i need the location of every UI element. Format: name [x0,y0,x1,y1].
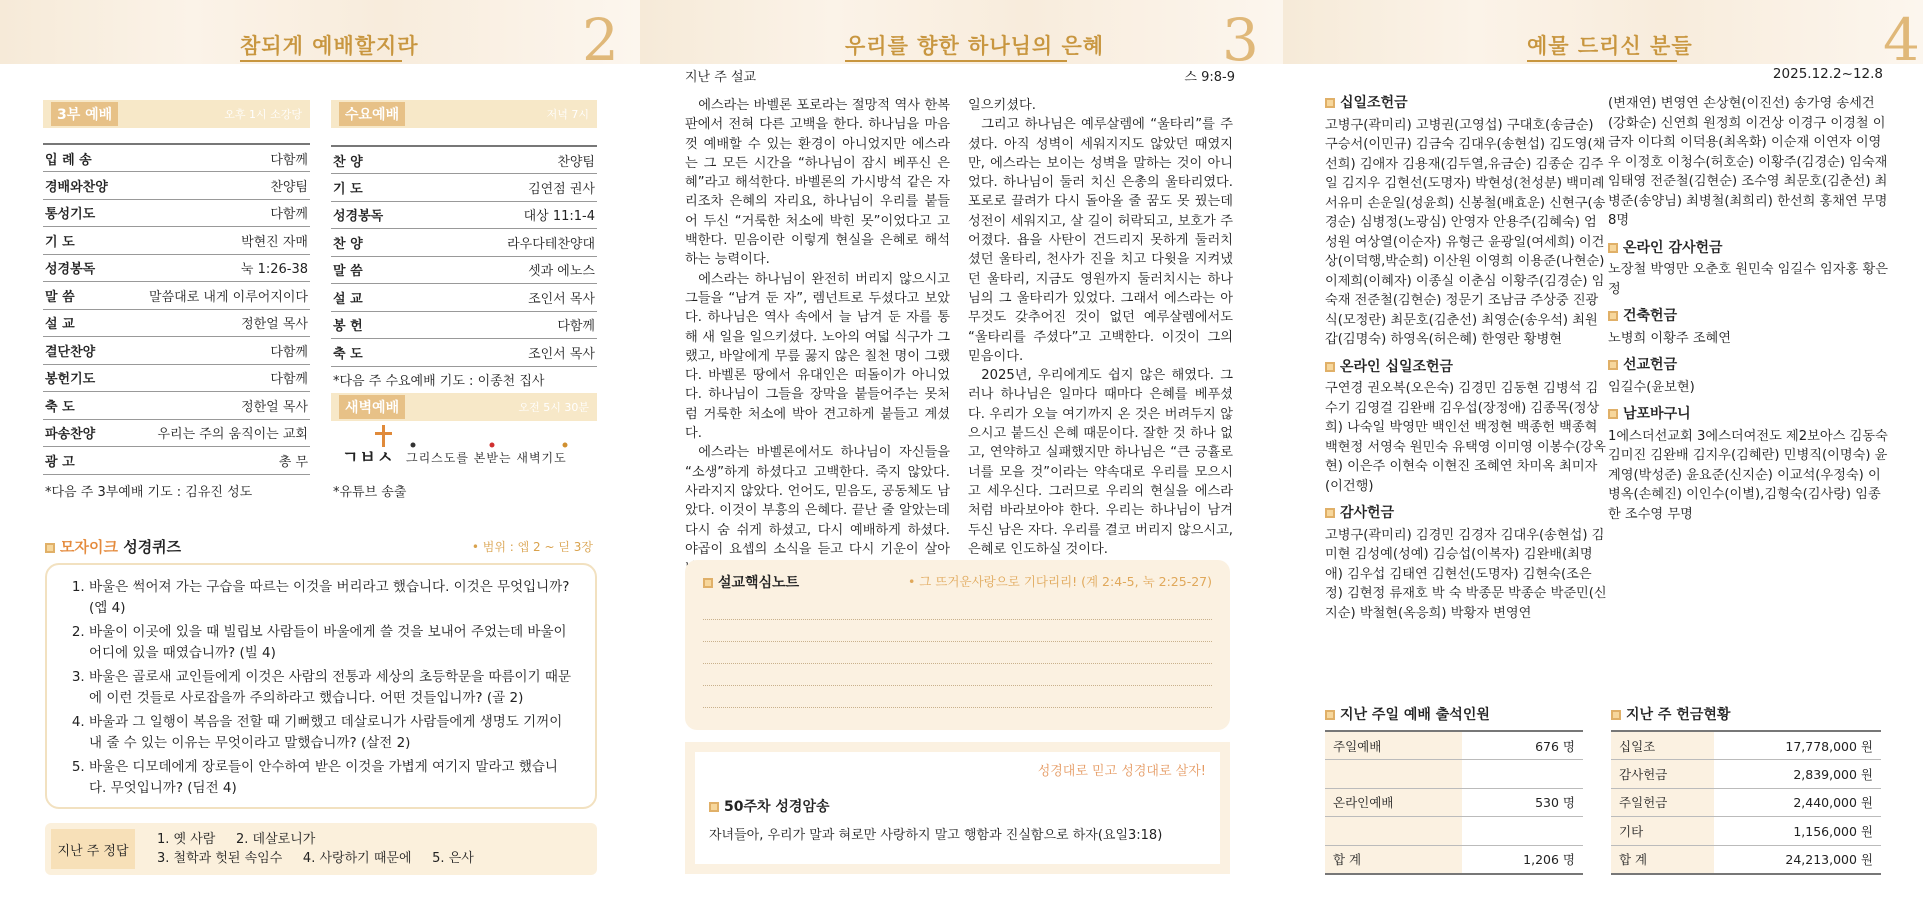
order-item: 기 도 [43,227,121,255]
quiz-list [67,577,575,799]
giving-section [1325,504,1607,623]
order-row [331,284,597,312]
giving-section [1325,358,1607,497]
order-value: 셋과 에노스 [430,256,597,284]
order-value: 다함께 [121,337,310,365]
service3-header [43,100,310,128]
memory-verse: 자녀들아, 우리가 말과 혀로만 사랑하지 말고 행함과 진실함으로 하자(요일3:18) [709,828,1163,843]
order-item: 결단찬양 [43,337,121,365]
order-value: 다함께 [121,199,310,227]
order-item: 기 도 [331,174,430,202]
sermon-paragraph: 에스라는 바벨론 포로라는 절망적 역사 한복판에서 전혀 다른 고백을 한다. 하나님을 마음껏 예배할 수 있는 환경이 아니었지만 에스라는 그 모든 시간을 “하나님이 잠시 베푸신 은혜”라고 해석한다. 바벨론의 가시방석 같은 자리조차 은혜의 자리요, 하나님이 우리를 붙들어 두신 “거룩한 처소에 박힌 못”이었다고 고백한다. 믿음이란 이렇게 현실을 은혜로 해석하는 능력이다. [685,98,950,268]
sermon-paragraph: 에스라는 하나님이 완전히 버리지 않으시고 그들을 “남겨 둔 자”, 렘넌트로 두셨다고 보았다. 하나님은 역사 속에서 늘 남겨 둔 자를 통해 새 일을 일으키셨다. 노아의 여덟 식구가 그랬고, 바알에게 무릎 꿇지 않은 칠천 명이 그랬다. 바벨론 땅에서 유대인은 떠돌이가 아니었다. 하나님이 그들을 장막을 붙들어주는 못처럼 거룩한 처소에 박아 견고하게 붙들고 계셨다. [685,271,950,442]
last-week-answers [45,823,597,875]
giving-section-title [1608,239,1888,259]
order-row [43,199,310,227]
quiz-title-text: 성경퀴즈 [123,538,182,556]
order-value: 우리는 주의 움직이는 교회 [121,419,310,447]
stat-value [1462,817,1583,846]
giving-section [1608,356,1888,397]
order-row [331,201,597,229]
order-value: 라우다테찬양대 [430,229,597,257]
sermon-note-title [703,572,799,592]
order-row [43,144,310,172]
wednesday-header [331,100,597,128]
order-item: 성경봉독 [331,201,430,229]
order-item: 설 교 [331,284,430,312]
quiz-question: 3. 바울은 골로새 교인들에게 이것은 사람의 전통과 세상의 초등학문을 따름이기 때문에 이런 것들로 사로잡을까 주의하라고 했습니다. 어떤 것들입니까? (골 2) [89,667,575,709]
order-value: 정한얼 목사 [121,309,310,337]
sermon-paragraph: 일으키셨다. [968,98,1036,113]
order-item: 축 도 [43,392,121,420]
stat-row [1611,760,1881,789]
order-value: 다함께 [121,144,310,172]
sermon-paragraph: 2025년, 우리에게도 쉽지 않은 해였다. 그러나 하나님은 일마다 때마다 은혜를 베푸셨다. 우리가 오늘 여기까지 온 것은 버려두지 않으시고 붙드신 은혜 때문이다. 잘한 것 하나 없고, 연약하고 실패했지만 하나님은 “큰 긍휼로 너를 모을 것”이라는 약속대로 우리를 모으시고 세우신다. 그러므로 우리의 현실을 에스라처럼 바라보아야 한다. 우리는 하나님이 남겨 두신 남은 자다. 우리를 결코 버리지 않으시고, 은혜로 인도하실 것이다. [968,368,1233,557]
order-value: 총 무 [121,447,310,475]
order-row [331,174,597,202]
stat-label [1325,760,1462,789]
giving-section [1325,94,1607,350]
order-item: 말 씀 [331,256,430,284]
square-bullet-icon [703,578,713,588]
square-bullet-icon [1608,243,1618,253]
page-4 [1283,0,1923,909]
quiz-header [45,536,593,557]
order-row [43,227,310,255]
sermon-column-1 [685,96,950,598]
square-bullet-icon [1325,362,1335,372]
memory-title [709,796,830,816]
order-value: 정한얼 목사 [121,392,310,420]
quiz-title [45,536,181,557]
attendance-title-text: 지난 주일 예배 출석인원 [1340,707,1490,723]
sermon-note-header [703,572,1212,592]
wednesday-title: 수요예배 [339,102,405,126]
quiz-brand: 모자이크 [60,538,118,556]
note-line[interactable] [703,598,1212,620]
giver-names: 1에스더선교회 3에스더여전도 제2보아스 김동숙 김미진 김완배 김지우(김혜란) 민병직(이명숙) 윤계영(박성준) 윤요준(신지순) 이교석(우정숙) 이병옥(손혜진) 이인수(이별),김형숙(김사랑) 임종한 조수영 무명 [1608,428,1888,522]
order-item: 광 고 [43,447,121,475]
giving-section [1608,405,1888,524]
sermon-note-ref: • 그 뜨거운사랑으로 기다리리! (계 2:4-5, 눅 2:25-27) [907,574,1212,589]
giving-section-title [1608,356,1888,376]
giving-section [1608,239,1888,300]
page-2-title: 참되게 예배할지라 [240,34,419,58]
square-bullet-icon [1608,311,1618,321]
order-item: 말 씀 [43,282,121,310]
order-item: 성경봉독 [43,254,121,282]
order-value: 박현진 자매 [121,227,310,255]
stat-row [1325,788,1583,817]
order-item: 경배와찬양 [43,172,121,200]
stat-label: 감사헌금 [1611,760,1714,789]
square-bullet-icon [709,802,719,812]
order-item: 찬 양 [331,146,430,174]
giving-section-title-text: 남포바구니 [1623,406,1691,422]
order-value: 김연점 권사 [430,174,597,202]
memory-title-text: 50주차 성경암송 [724,799,830,815]
dawn-prayer-logo [340,423,596,473]
square-bullet-icon [1325,710,1335,720]
order-row [331,339,597,367]
giving-section [1608,94,1888,231]
giving-section-title [1325,358,1607,378]
quiz-range: • 범위 : 엡 2 ~ 딛 3장 [471,540,593,554]
order-item: 입 례 송 [43,144,121,172]
order-value: 대상 11:1-4 [430,201,597,229]
dawn-note: *유튜브 송출 [333,485,407,500]
giver-names: 고병구(곽미리) 고병권(고영섭) 구대호(송금순) 구승서(이민규) 김금숙 김대우(송현섭) 김도영(채선희) 김애자 김용재(김두열,유금순) 김종순 김주일 김지우 김현선(도명자) 박현성(천성분) 백미례 서유미 손운일(성윤희) 신봉철(배효운) 신현구(송경순) 심병정(노광심) 안영자 안용주(김혜숙) 엄성원 여상열(이순자) 유형근 윤광일(여세희) 이건상(이덕행,박순희) 이산원 이영희 이용준(나현순) 이제희(이혜자) 이종실 이춘심 이황주(김경순) 임숙재 전준철(김현순) 정문기 조남금 주상중 진광식(모정란) 최문호(김춘선) 최영순(송우석) 최원갑(김명숙) 하영옥(허은혜) 한영란 황병현 [1325,117,1606,347]
order-value: 조인서 목사 [430,339,597,367]
page-number: 3 [1222,6,1259,74]
giving-section-title-text: 온라인 십일조헌금 [1340,358,1454,375]
stat-row [1325,845,1583,874]
order-value: 조인서 목사 [430,284,597,312]
giver-names: (변재연) 변영연 손상현(이진선) 송가영 송세건(강화순) 신연희 원정희 이건상 이경구 이경철 이금자 이다희 이덕용(최옥화) 이순재 이연자 이영우 이정호 이청수(허호순) 이황주(김경순) 임숙재 임태영 전준철(김현순) 조수영 최문호(김춘선) 최병준(송양님) 최병철(최희리) 한선희 홍채연 무명 8명 [1608,96,1888,228]
stat-value: 676 명 [1462,731,1583,760]
sermon-note-title-text: 설교핵심노트 [718,575,800,591]
answers-text: 1. 옛 사람 2. 데살로니가 3. 철학과 헛된 속임수 4. 사랑하기 때문에 5. 은사 [157,832,474,866]
square-bullet-icon [1608,409,1618,419]
wednesday-order-table [331,145,597,367]
sermon-paragraph: 에스라는 바벨론에서도 하나님이 자신들을 “소생”하게 하셨다고 고백한다. 죽지 않았다. 사라지지 않았다. 언어도, 믿음도, 공동체도 남았다. 이것이 부흥의 은혜다. 끝난 줄 알았는데 다시 숨 쉬게 하셨고, 다시 예배하게 하셨다. 야곱이 요셉의 소식을 듣고 다시 기운이 살아 [685,445,950,557]
order-item: 봉 헌 [331,311,430,339]
service3-note: *다음 주 3부예배 기도 : 김유진 성도 [45,485,253,500]
giving-section-title-text: 십일조헌금 [1340,95,1408,111]
giving-section-title-text: 온라인 감사헌금 [1623,239,1723,256]
order-row [43,419,310,447]
stat-row [1325,817,1583,846]
order-value: 찬양팀 [121,172,310,200]
dawn-header [331,393,597,421]
order-row [331,256,597,284]
title-underline [845,60,1067,62]
order-row [43,282,310,310]
giver-names: 고병구(곽미리) 김경민 김경자 김대우(송현섭) 김미현 김성예(성예) 김승섭(이복자) 김완배(최명애) 김우섭 김태연 김현선(도명자) 김현숙(조은정) 김현정 류재호 박 숙 박종문 박종순 박준민(신지순) 박철현(옥응희) 박황자 변영연 [1325,527,1607,621]
giving-section-title-text: 선교헌금 [1623,357,1678,373]
stat-value: 24,213,000 원 [1714,845,1881,874]
offering-date: 2025.12.2~12.8 [1772,66,1883,82]
note-line[interactable] [703,664,1212,686]
order-value: 말씀대로 내게 이루어지이다 [121,282,310,310]
stat-label: 기타 [1611,817,1714,846]
square-bullet-icon [1325,98,1335,108]
memory-inner [695,752,1220,864]
stat-value: 2,440,000 원 [1714,788,1881,817]
giver-names: 노장철 박영만 오춘호 원민숙 임길수 임자홍 황은정 [1608,262,1888,297]
title-underline [240,60,402,62]
quiz-question: 5. 바울은 디모데에게 장로들이 안수하여 받은 이것을 가볍게 여기지 말라고 했습니다. 무엇입니까? (딤전 4) [89,757,575,799]
sermon-label: 지난 주 설교 [685,70,757,85]
order-row [43,364,310,392]
stat-value: 2,839,000 원 [1714,760,1881,789]
order-row [43,447,310,475]
wednesday-time: 저녁 7시 [546,108,589,121]
giving-column-right [1608,94,1888,532]
page-4-title: 예물 드리신 분들 [1527,34,1693,58]
stat-value [1462,760,1583,789]
stat-label: 십일조 [1611,731,1714,760]
quiz-box [45,563,597,809]
order-value: 다함께 [430,311,597,339]
giving-section-title [1608,307,1888,327]
order-row [331,229,597,257]
giving-section-title-text: 건축헌금 [1623,308,1678,324]
giving-section-title-text: 감사헌금 [1340,505,1395,521]
order-row [43,309,310,337]
stat-row [1325,731,1583,760]
title-underline [1527,60,1677,62]
note-line[interactable] [703,642,1212,664]
dawn-logo-text: 그리스도를 본받는 새벽기도 [406,451,567,465]
dawn-title: 새벽예배 [339,395,405,419]
wednesday-note: *다음 주 수요예배 기도 : 이종천 집사 [333,374,545,389]
dawn-logo-mark: ㄱㅂㅅ [342,448,395,468]
attendance-table [1325,730,1583,875]
note-line[interactable] [703,686,1212,708]
page-2 [0,0,640,909]
stat-row [1611,788,1881,817]
order-row [43,337,310,365]
sermon-note-box [685,560,1230,730]
square-bullet-icon [1325,508,1335,518]
stat-row [1611,845,1881,874]
memory-caption: 성경대로 믿고 성경대로 살자! [1037,764,1206,779]
order-row [43,172,310,200]
order-value: 다함께 [121,364,310,392]
stat-value: 530 명 [1462,788,1583,817]
order-row [43,392,310,420]
stat-label: 온라인예배 [1325,788,1462,817]
service3-title: 3부 예배 [51,102,118,126]
stat-row [1611,817,1881,846]
offering-title [1611,704,1730,724]
order-item: 찬 양 [331,229,430,257]
order-row [43,254,310,282]
giving-section-title [1325,504,1607,524]
square-bullet-icon [1608,360,1618,370]
page-number: 4 [1883,6,1920,74]
note-line[interactable] [703,620,1212,642]
page-number: 2 [582,6,619,74]
stat-label: 주일예배 [1325,731,1462,760]
order-item: 축 도 [331,339,430,367]
order-value: 찬양팀 [430,146,597,174]
memory-verse-box [685,742,1230,874]
sermon-paragraph: 그리고 하나님은 예루살렘에 “울타리”를 주셨다. 아직 성벽이 세워지지도 않았던 때였지만, 에스라는 보이는 성벽을 말하는 것이 아니었다. 하나님이 둘러 치신 은총의 울타리였다. 포로로 끌려가 다시 돌아올 줄 꿈도 못 꿨는데 성전이 세워지고, 살 길이 허락되고, 보호가 주어졌다. 욥을 사탄이 건드리지 못하게 둘러치셨던 울타리, 천사가 진을 치고 다윗을 지켜냈던 울타리, 지금도 영원까지 둘러치시는 하나님의 그 울타리가 있었다. 그래서 에스라는 아무것도 갖추어진 것이 없던 예루살렘에서도 “울타리를 주셨다”고 고백한다. 이것이 그의 믿음이다. [968,117,1233,364]
order-value: 눅 1:26-38 [121,254,310,282]
page-3-title: 우리를 향한 하나님의 은혜 [845,34,1105,58]
giving-section [1608,307,1888,348]
service3-order-table [43,143,310,475]
stat-row [1611,731,1881,760]
service3-time: 오후 1시 소강당 [224,108,302,121]
page-3 [655,0,1259,909]
sermon-reference: 스 9:8-9 [1184,70,1235,85]
stat-label: 주일헌금 [1611,788,1714,817]
square-bullet-icon [45,543,55,553]
order-item: 파송찬양 [43,419,121,447]
giver-names: 임길수(윤보현) [1608,379,1695,395]
answers-label: 지난 주 정답 [51,829,135,869]
square-bullet-icon [1611,710,1621,720]
order-row [331,146,597,174]
order-item: 봉헌기도 [43,364,121,392]
order-row [331,311,597,339]
offering-table [1611,730,1881,875]
stat-value: 1,156,000 원 [1714,817,1881,846]
dawn-time: 오전 5시 30분 [518,401,589,414]
stat-row [1325,760,1583,789]
stat-value: 17,778,000 원 [1714,731,1881,760]
order-item: 설 교 [43,309,121,337]
stat-label [1325,817,1462,846]
giving-section-title [1608,405,1888,425]
quiz-question: 1. 바울은 썩어져 가는 구습을 따르는 이것을 버리라고 했습니다. 이것은 무엇입니까? (엡 4) [89,577,575,619]
sermon-column-2 [968,96,1233,559]
offering-title-text: 지난 주 헌금현황 [1626,707,1731,723]
giving-section-title [1325,94,1607,114]
quiz-question: 4. 바울과 그 일행이 복음을 전할 때 기뻐했고 데살로니가 사람들에게 생명도 기꺼이 내 줄 수 있는 이유는 무엇이라고 말했습니까? (살전 2) [89,712,575,754]
quiz-question: 2. 바울이 이곳에 있을 때 빌립보 사람들이 바울에게 쓸 것을 보내어 주었는데 바울이 어디에 있을 때였습니까? (빌 4) [89,622,575,664]
giving-column-left [1325,94,1607,631]
note-lines [703,598,1212,708]
order-item: 통성기도 [43,199,121,227]
giver-names: 구연경 권오복(오은숙) 김경민 김동현 김병석 김수기 김영걸 김완배 김우섭(장정애) 김종목(정상희) 나숙일 박영만 백인선 백정현 백종헌 백종혁 백현정 서영숙 원민숙 유택영 이미영 이봉수(강옥현) 이은주 이현숙 이현진 조혜연 차미옥 최미자(이건행) [1325,381,1606,494]
stat-label: 합 계 [1611,845,1714,874]
stat-label: 합 계 [1325,845,1462,874]
stat-value: 1,206 명 [1462,845,1583,874]
giver-names: 노병희 이황주 조혜연 [1608,330,1732,346]
attendance-title [1325,704,1490,724]
